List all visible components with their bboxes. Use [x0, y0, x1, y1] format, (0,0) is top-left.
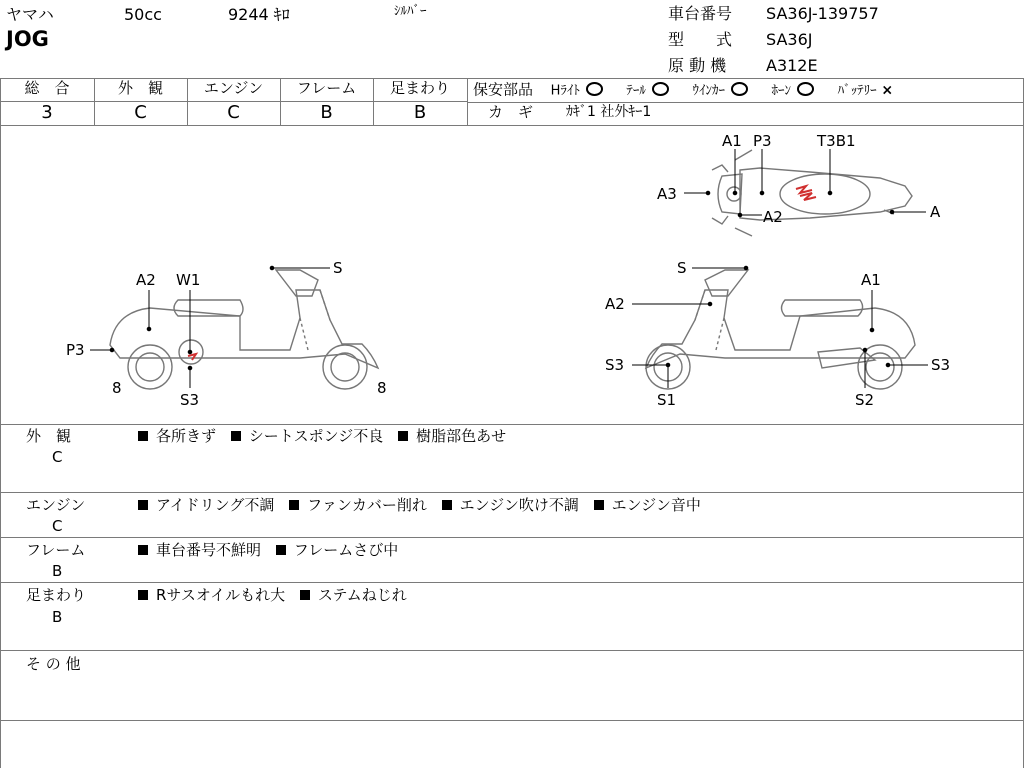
bullet-icon [594, 500, 604, 510]
bullet-icon [138, 431, 148, 441]
key-label: カ ギ [488, 103, 534, 121]
remark-name-engine: エンジン [26, 496, 86, 514]
remark-item: フレームさび中 [293, 541, 399, 559]
right-label-s1: S1 [657, 391, 677, 409]
top-label-a3: A3 [657, 185, 677, 203]
remark-name-other: そ の 他 [26, 655, 81, 673]
overall-grade: 3 [41, 102, 53, 123]
bullet-icon [398, 431, 408, 441]
remark-items-engine [138, 498, 711, 513]
top-label-t3b1: T3B1 [817, 132, 856, 150]
rule-col-5 [467, 78, 468, 125]
bullet-icon [231, 431, 241, 441]
bullet-icon [300, 590, 310, 600]
remark-item: ステムねじれ [317, 586, 407, 604]
rule-remark-3 [0, 582, 1024, 583]
headlight-label: Hﾗｲﾄ [550, 83, 580, 99]
top-label-a: A [930, 203, 941, 221]
frame-grade: B [320, 102, 333, 123]
top-label-p3: P3 [753, 132, 772, 150]
remark-grade-suspension: B [52, 608, 63, 626]
bullet-icon [276, 545, 286, 555]
remark-item: エンジン音中 [611, 496, 701, 514]
exterior-label: 外 観 [117, 79, 163, 97]
winker-label: ｳｲﾝｶｰ [692, 83, 725, 99]
remark-item: ファンカバー削れ [307, 496, 427, 514]
tail-label: ﾃｰﾙ [626, 83, 646, 99]
remark-name-exterior: 外 観 [26, 427, 72, 445]
winker-ok-icon [731, 82, 748, 96]
left-view-leaders [90, 266, 330, 388]
frame-label: フレーム [296, 79, 357, 97]
top-label-a2: A2 [763, 208, 783, 226]
headlight-ok-icon [586, 82, 603, 96]
right-label-a1: A1 [861, 271, 881, 289]
exterior-grade: C [134, 102, 147, 123]
left-label-w1: W1 [176, 271, 201, 289]
bullet-icon [442, 500, 452, 510]
remark-item: シートスポンジ不良 [248, 427, 384, 445]
frame-no-value: SA36J-139757 [766, 4, 879, 23]
mileage: 9244 ｷﾛ [228, 5, 290, 24]
engine-label: エンジン [203, 79, 264, 97]
key-value: ｶｷﾞ1 社外ｷｰ1 [566, 104, 652, 120]
inspection-diagram [0, 125, 1024, 425]
remark-items-exterior [138, 429, 516, 444]
tail-ok-icon [652, 82, 669, 96]
safety-label: 保安部品 [473, 80, 534, 99]
engine-grade: C [227, 102, 240, 123]
damage-mark-left [188, 354, 196, 360]
horn-label: ﾎｰﾝ [771, 83, 792, 99]
left-label-s: S [333, 259, 343, 277]
model-name: JOG [6, 27, 49, 51]
right-label-s2: S2 [855, 391, 875, 409]
remark-items-frame [138, 543, 408, 558]
remark-item: エンジン吹け不調 [459, 496, 579, 514]
frame-no-label: 車台番号 [668, 4, 733, 23]
color-value: ｼﾙﾊﾞｰ [394, 4, 427, 19]
rule-remark-2 [0, 537, 1024, 538]
type-label: 型 式 [668, 30, 733, 49]
bullet-icon [138, 500, 148, 510]
horn-ok-icon [797, 82, 814, 96]
remark-item: 車台番号不鮮明 [156, 541, 262, 559]
left-label-a2: A2 [136, 271, 156, 289]
bullet-icon [138, 545, 148, 555]
rule-remark-5 [0, 720, 1024, 721]
remark-name-frame: フレーム [26, 541, 86, 559]
displacement: 50cc [124, 5, 162, 24]
remark-item: 各所きず [156, 427, 217, 445]
safety-row [473, 82, 893, 98]
rule-remark-1 [0, 492, 1024, 493]
left-label-8-right: 8 [377, 379, 387, 397]
right-view-leaders [632, 266, 928, 388]
suspension-grade: B [413, 102, 427, 123]
right-label-s: S [677, 259, 687, 277]
right-label-s3-right: S3 [931, 356, 951, 374]
bullet-icon [289, 500, 299, 510]
left-label-p3: P3 [66, 341, 85, 359]
left-label-s3: S3 [180, 391, 200, 409]
battery-label: ﾊﾞｯﾃﾘｰ [837, 83, 877, 99]
right-label-a2: A2 [605, 295, 625, 313]
engine-model-label: 原 動 機 [668, 56, 727, 75]
remark-name-suspension: 足まわり [26, 586, 87, 604]
left-label-8-left: 8 [112, 379, 122, 397]
battery-ng-icon: × [881, 82, 894, 99]
engine-model-value: A312E [766, 56, 818, 75]
rule-remark-4 [0, 650, 1024, 651]
bullet-icon [138, 590, 148, 600]
type-value: SA36J [766, 30, 813, 49]
maker: ヤマハ [6, 5, 54, 24]
remark-grade-engine: C [52, 517, 63, 535]
remark-item: アイドリング不調 [156, 496, 275, 514]
suspension-label: 足まわり [389, 79, 450, 97]
damage-mark-top [796, 186, 816, 200]
remark-items-suspension [138, 588, 417, 603]
right-label-s3-left: S3 [605, 356, 625, 374]
overall-label: 総 合 [24, 79, 70, 97]
top-label-a1: A1 [722, 132, 742, 150]
remark-grade-frame: B [52, 562, 63, 580]
remark-item: 樹脂部色あせ [416, 427, 507, 445]
remark-item: Rサスオイルもれ大 [156, 586, 286, 604]
rule-safety-mid [468, 102, 1024, 103]
remark-grade-exterior: C [52, 448, 63, 466]
